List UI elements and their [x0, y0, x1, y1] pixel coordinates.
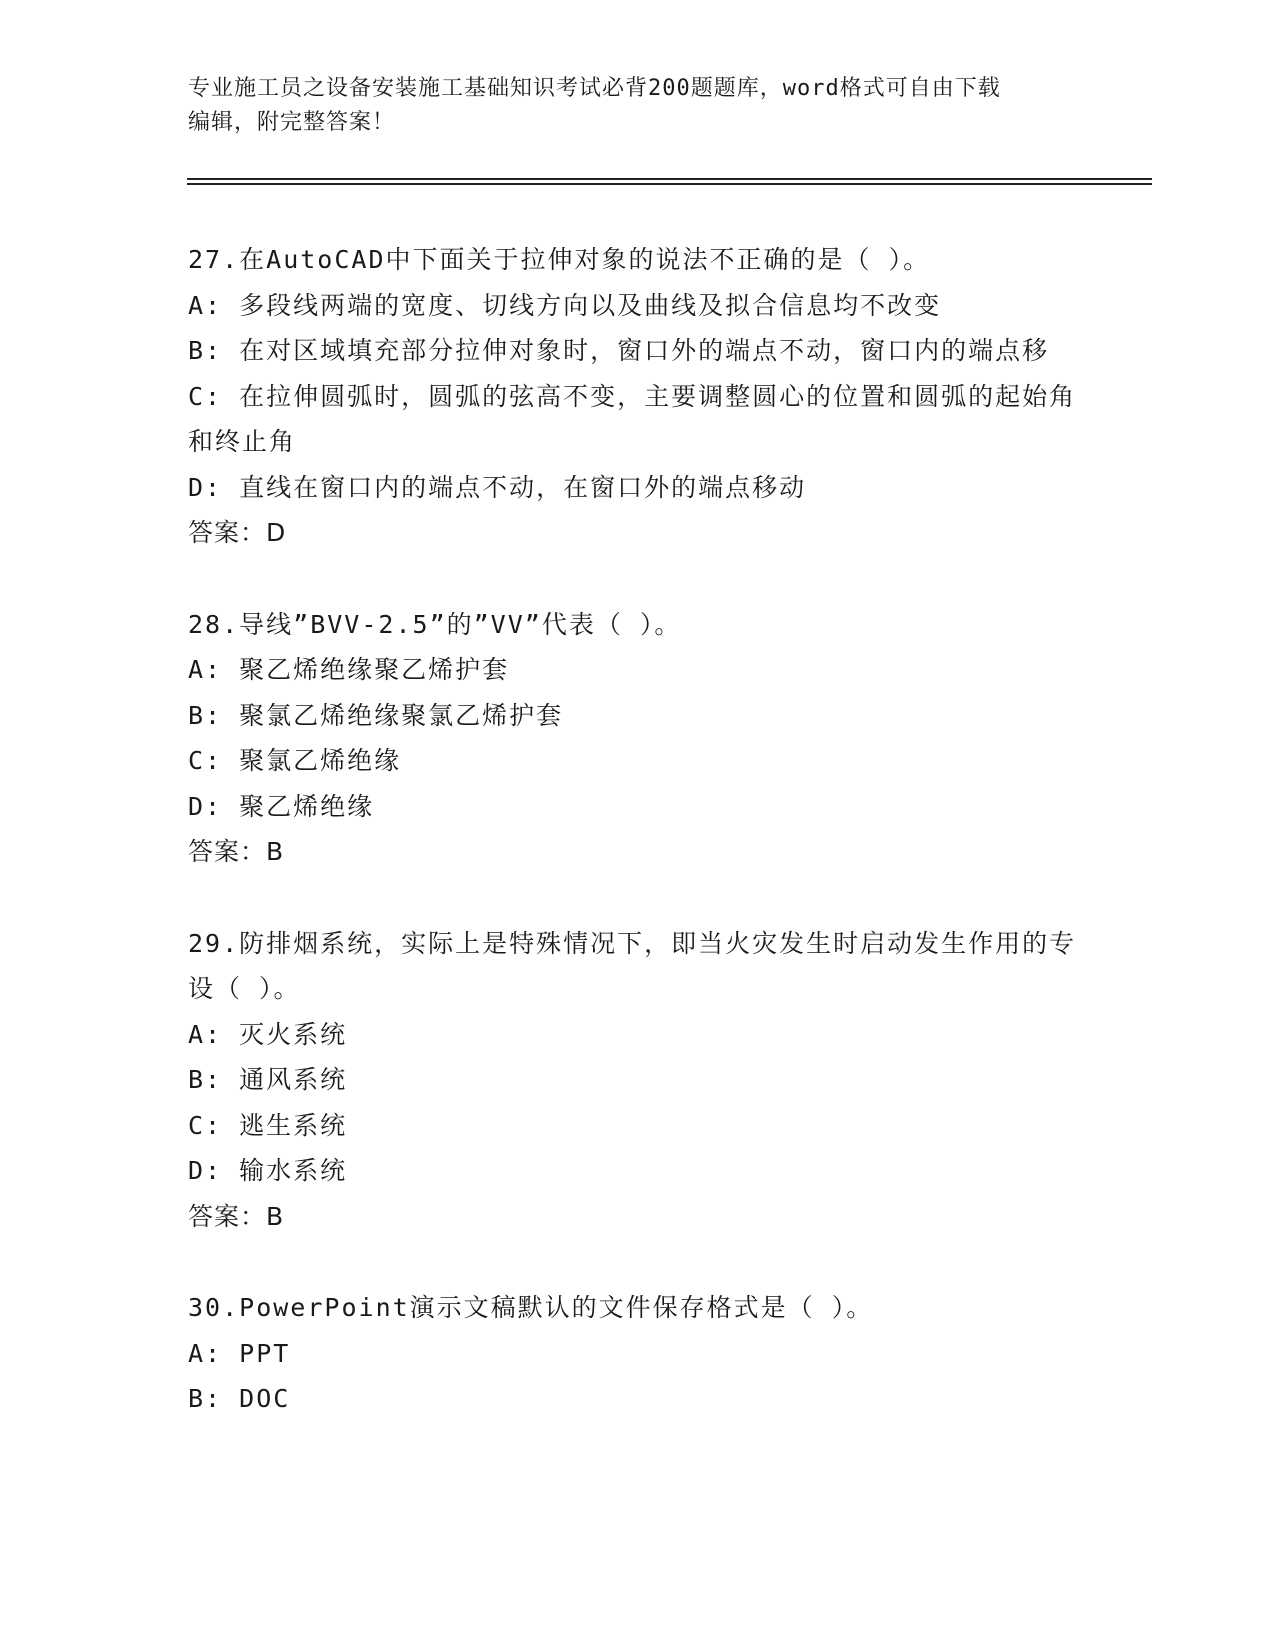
option-a: A: PPT [188, 1338, 291, 1368]
question-28 [188, 602, 1088, 875]
header-divider-bottom [187, 183, 1152, 185]
option-a: A: 灭火系统 [188, 1019, 348, 1049]
option-b: B: 在对区域填充部分拉伸对象时，窗口外的端点不动，窗口内的端点移 [188, 336, 1050, 365]
question-27 [188, 237, 1088, 556]
option-c: C: 在拉伸圆弧时，圆弧的弦高不变，主要调整圆心的位置和圆弧的起始角和终止角 [188, 381, 1077, 456]
option-b: B: DOC [188, 1384, 291, 1413]
header-line-2: 编辑，附完整答案！ [188, 110, 396, 135]
option-c: C: 聚氯乙烯绝缘 [188, 746, 402, 775]
header-divider-top [187, 178, 1152, 180]
option-b: B: 聚氯乙烯绝缘聚氯乙烯护套 [188, 700, 564, 730]
question-stem: 28.导线”BVV-2.5”的”VV”代表（ ）。 [188, 609, 682, 639]
question-list [188, 237, 1088, 1468]
header-line-1: 专业施工员之设备安装施工基础知识考试必背200题题库，word格式可自由下载 [188, 76, 1001, 101]
option-d: D: 聚乙烯绝缘 [188, 791, 375, 821]
question-29 [188, 921, 1088, 1240]
document-header [188, 72, 1078, 140]
question-stem: 30.PowerPoint演示文稿默认的文件保存格式是（ ）。 [188, 1293, 874, 1322]
option-a: A: 聚乙烯绝缘聚乙烯护套 [188, 655, 510, 684]
question-30 [188, 1285, 1088, 1422]
option-b: B: 通风系统 [188, 1065, 348, 1094]
option-d: D: 直线在窗口内的端点不动，在窗口外的端点移动 [188, 472, 807, 502]
option-d: D: 输水系统 [188, 1156, 348, 1185]
answer: 答案：B [188, 837, 285, 866]
option-a: A: 多段线两端的宽度、切线方向以及曲线及拟合信息均不改变 [188, 290, 942, 320]
question-stem: 27.在AutoCAD中下面关于拉伸对象的说法不正确的是（ ）。 [188, 245, 931, 274]
answer: 答案：B [188, 1201, 285, 1231]
question-stem: 29.防排烟系统，实际上是特殊情况下，即当火灾发生时启动发生作用的专设（ ）。 [188, 928, 1077, 1003]
answer: 答案：D [188, 518, 287, 547]
option-c: C: 逃生系统 [188, 1110, 348, 1140]
